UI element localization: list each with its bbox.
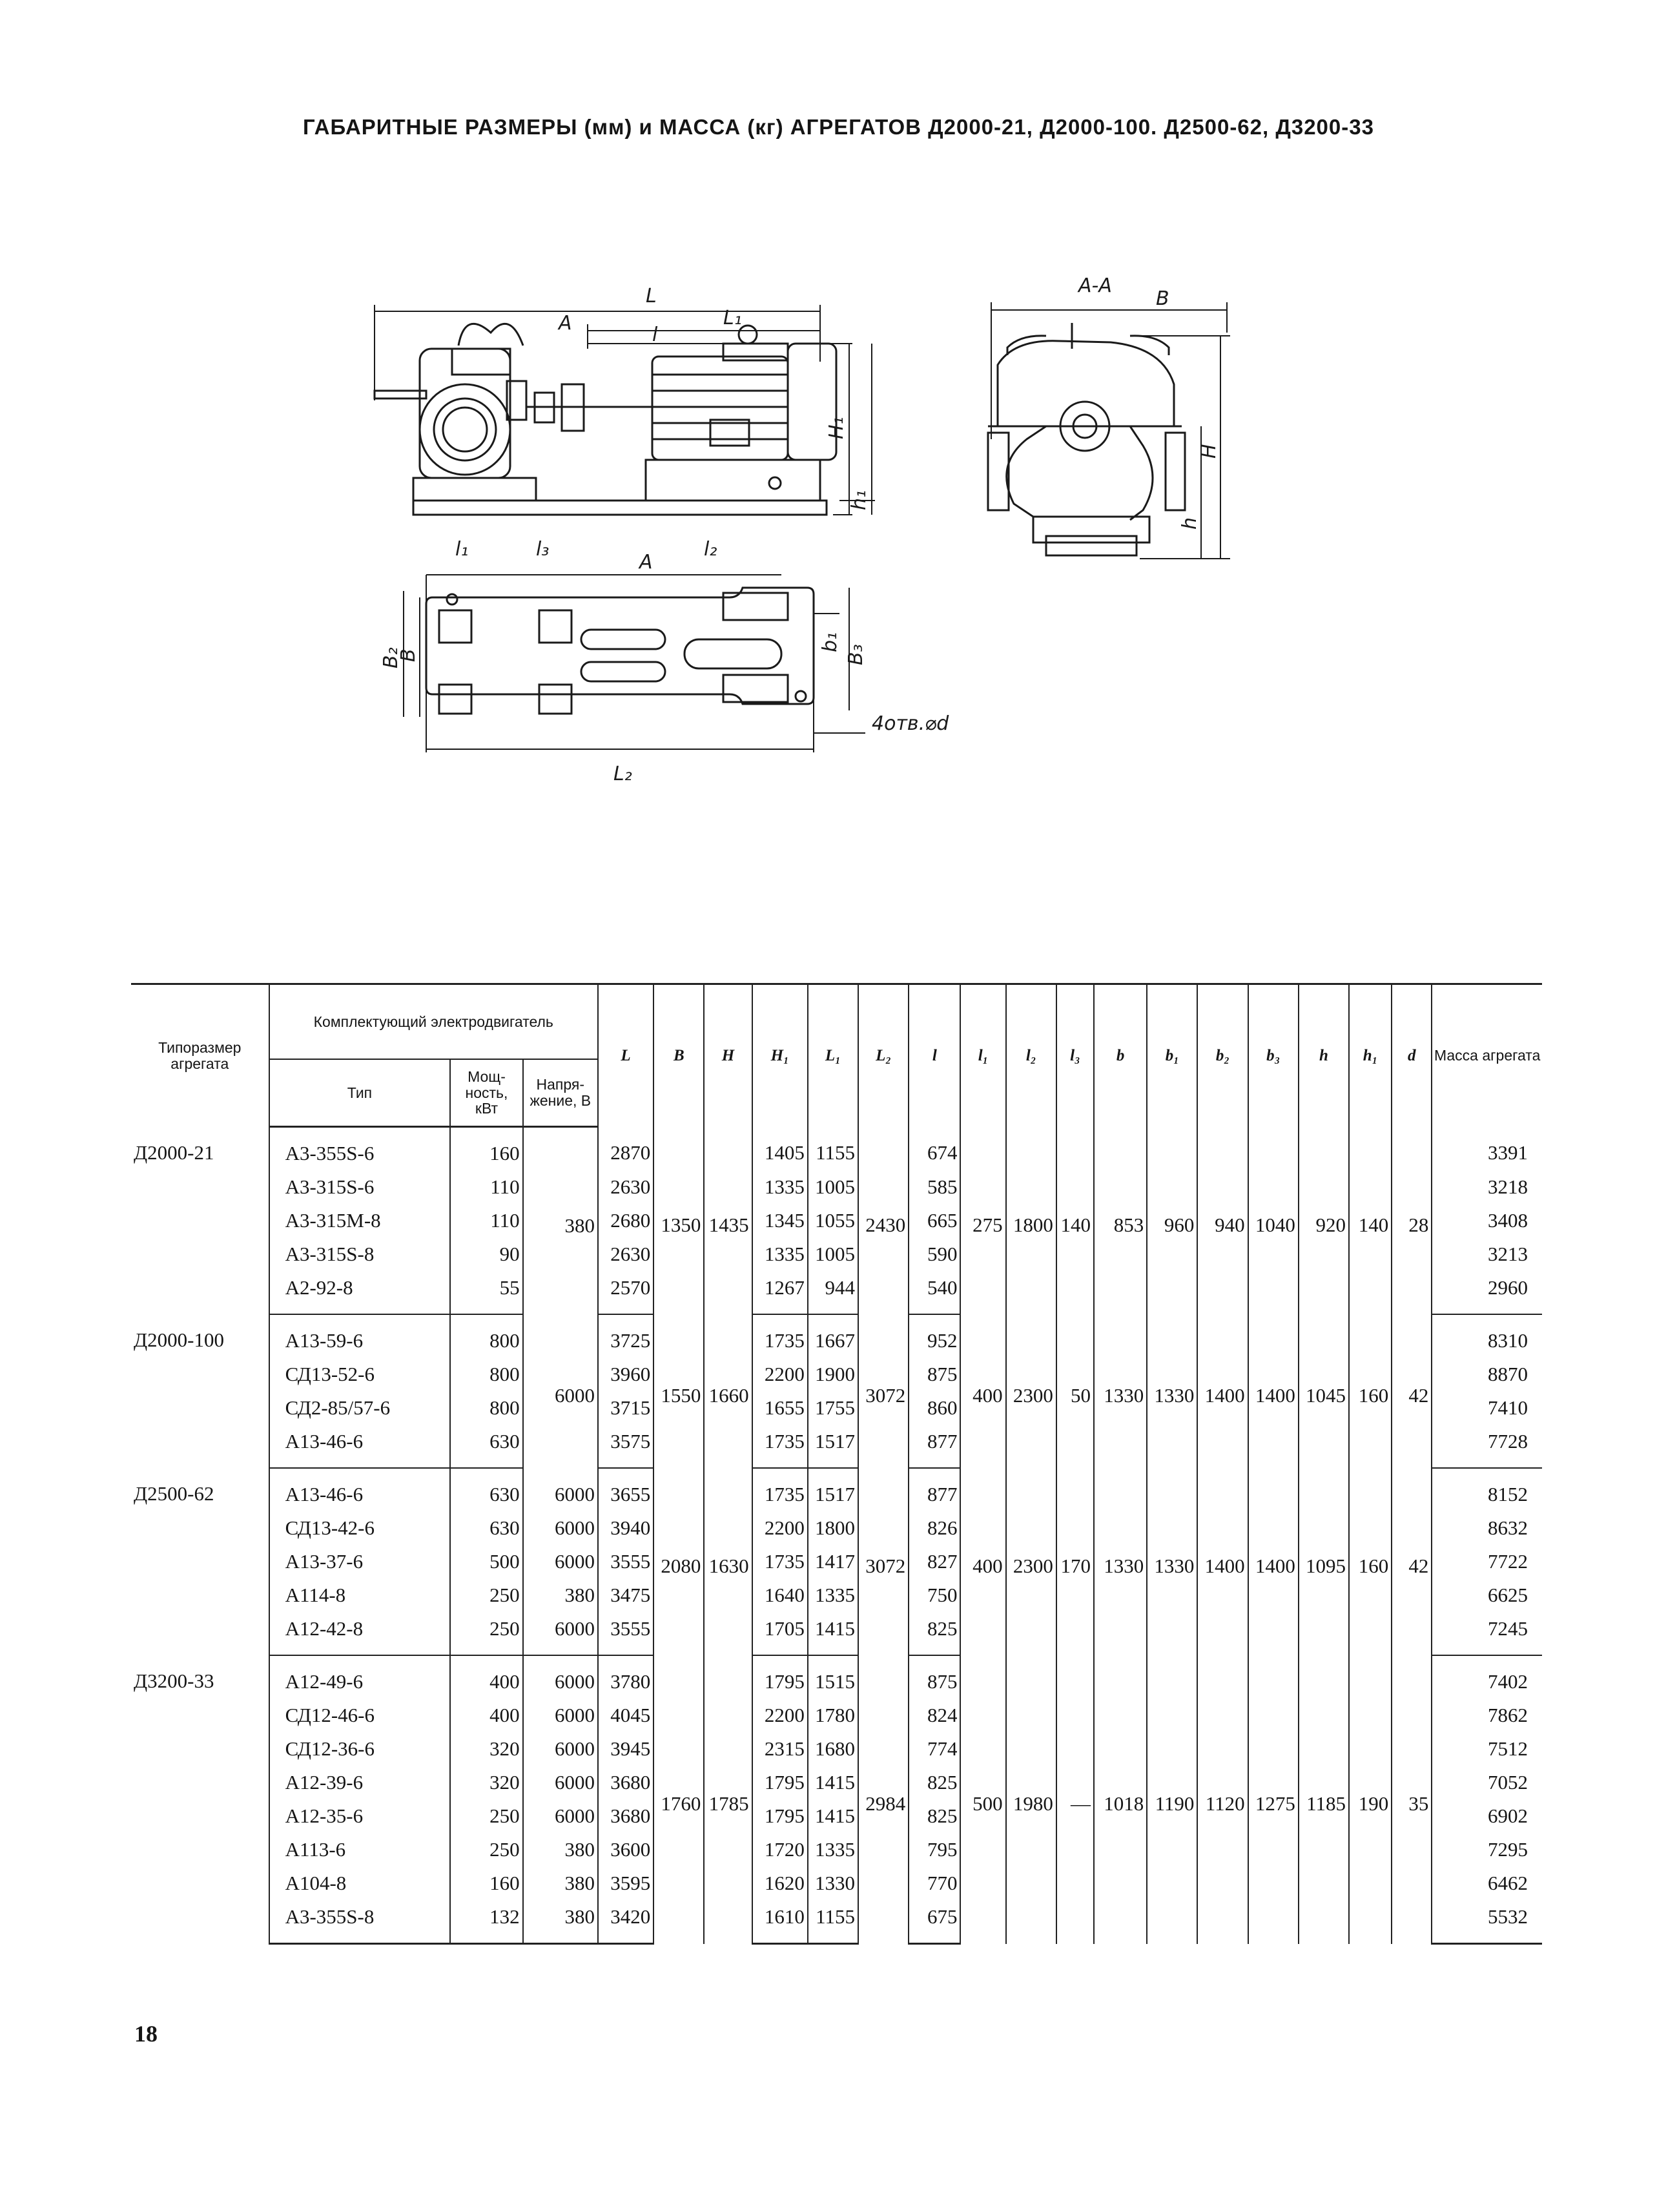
cell-power: 400	[450, 1699, 522, 1732]
cell-mass: 7295	[1432, 1833, 1542, 1866]
cell-b1: 960	[1147, 1127, 1197, 1315]
pump-front-view	[375, 324, 536, 501]
cell-mass: 3213	[1432, 1237, 1542, 1271]
cell-power: 800	[450, 1391, 522, 1425]
header-motor-type: Тип	[269, 1059, 451, 1127]
cell-power: 630	[450, 1468, 522, 1511]
cell-H: 1630	[704, 1468, 752, 1655]
cell-l: 825	[909, 1612, 960, 1655]
cell-l3: —	[1056, 1655, 1094, 1944]
cell-motor-type: А3-315S-6	[269, 1170, 451, 1204]
cell-L1: 1517	[808, 1468, 858, 1511]
cell-motor-type: А13-46-6	[269, 1425, 451, 1468]
cell-L: 2570	[598, 1271, 653, 1314]
cell-H1: 2200	[752, 1358, 808, 1391]
cell-B: 1550	[653, 1314, 704, 1468]
cell-H1: 1620	[752, 1866, 808, 1900]
cell-L1: 1900	[808, 1358, 858, 1391]
cell-l: 877	[909, 1425, 960, 1468]
cell-l: 665	[909, 1204, 960, 1237]
cell-mass: 8870	[1432, 1358, 1542, 1391]
cell-voltage: 380	[523, 1578, 598, 1612]
dim-label-l1: l₁	[455, 538, 469, 561]
cell-L1: 1667	[808, 1314, 858, 1358]
cell-H: 1435	[704, 1127, 752, 1315]
cell-h: 920	[1299, 1127, 1349, 1315]
cell-motor-type: А114-8	[269, 1578, 451, 1612]
cell-d: 35	[1392, 1655, 1432, 1944]
cell-l3: 170	[1056, 1468, 1094, 1655]
cell-voltage: 6000	[523, 1766, 598, 1799]
cell-type-size: Д2000-100	[134, 1328, 224, 1351]
cell-motor-type: А2-92-8	[269, 1271, 451, 1314]
cell-H1: 1735	[752, 1468, 808, 1511]
header-L: L	[598, 984, 653, 1127]
cell-power: 800	[450, 1314, 522, 1358]
cell-L1: 1335	[808, 1578, 858, 1612]
cell-type-size: Д2500-62	[134, 1482, 214, 1505]
cell-L: 3575	[598, 1425, 653, 1468]
cell-L: 3680	[598, 1799, 653, 1833]
cell-motor-type: СД13-52-6	[269, 1358, 451, 1391]
cell-l1: 500	[960, 1655, 1005, 1944]
cell-power: 400	[450, 1655, 522, 1699]
cell-mass: 8310	[1432, 1314, 1542, 1358]
cell-l2: 2300	[1006, 1468, 1056, 1655]
cell-power: 250	[450, 1799, 522, 1833]
cell-L2: 3072	[858, 1314, 909, 1468]
header-d: d	[1392, 984, 1432, 1127]
cell-l: 825	[909, 1799, 960, 1833]
cell-power: 132	[450, 1900, 522, 1944]
cell-H1: 2200	[752, 1511, 808, 1545]
dim-label-B: B	[397, 648, 420, 662]
cell-power: 110	[450, 1204, 522, 1237]
table-row	[131, 1314, 1542, 1358]
cell-voltage: 380	[523, 1900, 598, 1944]
table-body	[131, 1127, 1542, 1944]
cell-motor-type: А3-355S-8	[269, 1900, 451, 1944]
cell-motor-type: А12-49-6	[269, 1655, 451, 1699]
cell-h: 1095	[1299, 1468, 1349, 1655]
cell-L1: 1415	[808, 1766, 858, 1799]
cell-b1: 1190	[1147, 1655, 1197, 1944]
cell-motor-type: СД12-36-6	[269, 1732, 451, 1766]
cell-motor-type: СД13-42-6	[269, 1511, 451, 1545]
cell-L: 3780	[598, 1655, 653, 1699]
header-mass: Масса агрегата	[1432, 984, 1542, 1127]
cell-voltage: 6000	[523, 1468, 598, 1511]
dim-label-A-plan: A	[639, 551, 653, 574]
cell-L: 4045	[598, 1699, 653, 1732]
cell-l: 750	[909, 1578, 960, 1612]
cell-L1: 1515	[808, 1655, 858, 1699]
cell-type-size: Д3200-33	[134, 1669, 214, 1692]
cell-power: 250	[450, 1578, 522, 1612]
cell-b: 853	[1094, 1127, 1147, 1315]
cell-power: 800	[450, 1358, 522, 1391]
header-power: Мощ-ность, кВт	[450, 1059, 522, 1127]
header-H1: H₁	[752, 984, 808, 1127]
cell-H1: 1735	[752, 1314, 808, 1358]
cell-power: 250	[450, 1833, 522, 1866]
header-h: h	[1299, 984, 1349, 1127]
table-row	[131, 1468, 1542, 1511]
cell-b3: 1400	[1248, 1314, 1299, 1468]
page-title: ГАБАРИТНЫЕ РАЗМЕРЫ (мм) и МАССА (кг) АГРЕГАТОВ Д2000-21, Д2000-100. Д2500-62, Д3200-33	[303, 115, 1374, 139]
cell-h1: 190	[1349, 1655, 1392, 1944]
cell-L: 3680	[598, 1766, 653, 1799]
cell-mass: 7052	[1432, 1766, 1542, 1799]
cell-l: 952	[909, 1314, 960, 1358]
cell-voltage: 6000	[523, 1314, 598, 1468]
cell-power: 160	[450, 1866, 522, 1900]
cell-power: 110	[450, 1170, 522, 1204]
dimensions-table	[131, 983, 1542, 1945]
coupling	[526, 384, 652, 431]
cell-H1: 1335	[752, 1170, 808, 1204]
cell-motor-type: СД12-46-6	[269, 1699, 451, 1732]
cell-L1: 1005	[808, 1237, 858, 1271]
cell-l: 827	[909, 1545, 960, 1578]
cell-l2: 2300	[1006, 1314, 1056, 1468]
header-H: H	[704, 984, 752, 1127]
motor-front-view	[652, 326, 836, 460]
cell-power: 90	[450, 1237, 522, 1271]
cell-h1: 160	[1349, 1314, 1392, 1468]
cell-L: 3595	[598, 1866, 653, 1900]
dim-label-H1: H₁	[825, 417, 848, 439]
cell-L: 3420	[598, 1900, 653, 1944]
page-number: 18	[134, 2021, 158, 2047]
cell-power: 55	[450, 1271, 522, 1314]
cell-H1: 2315	[752, 1732, 808, 1766]
cell-l1: 275	[960, 1127, 1005, 1315]
header-b1: b₁	[1147, 984, 1197, 1127]
cell-b2: 940	[1197, 1127, 1248, 1315]
cell-L1: 1415	[808, 1799, 858, 1833]
cell-motor-type: А3-315М-8	[269, 1204, 451, 1237]
cell-motor-type: А13-46-6	[269, 1468, 451, 1511]
cell-voltage: 380	[523, 1866, 598, 1900]
table-row	[131, 1655, 1542, 1699]
cell-L1: 1755	[808, 1391, 858, 1425]
cell-mass: 3218	[1432, 1170, 1542, 1204]
header-l2: l₂	[1006, 984, 1056, 1127]
cell-L1: 1800	[808, 1511, 858, 1545]
dim-label-L: L	[646, 285, 657, 307]
cell-l: 540	[909, 1271, 960, 1314]
cell-motor-type: А13-59-6	[269, 1314, 451, 1358]
header-b: b	[1094, 984, 1147, 1127]
cell-L: 3475	[598, 1578, 653, 1612]
cell-L: 2870	[598, 1127, 653, 1171]
cell-l: 675	[909, 1900, 960, 1944]
cell-L2: 3072	[858, 1468, 909, 1655]
header-motor-group: Комплектующий электродвигатель	[269, 984, 598, 1060]
cell-L: 3945	[598, 1732, 653, 1766]
cell-mass: 7728	[1432, 1425, 1542, 1468]
cell-L1: 1335	[808, 1833, 858, 1866]
header-voltage: Напря-жение, В	[523, 1059, 598, 1127]
cell-power: 630	[450, 1511, 522, 1545]
cell-mass: 8152	[1432, 1468, 1542, 1511]
cell-b3: 1040	[1248, 1127, 1299, 1315]
cell-b3: 1275	[1248, 1655, 1299, 1944]
cell-L: 3655	[598, 1468, 653, 1511]
cell-H1: 1405	[752, 1127, 808, 1171]
cell-b2: 1400	[1197, 1314, 1248, 1468]
cell-b2: 1120	[1197, 1655, 1248, 1944]
cell-B: 1350	[653, 1127, 704, 1315]
cell-L1: 1055	[808, 1204, 858, 1237]
cell-h1: 160	[1349, 1468, 1392, 1655]
cell-H1: 1795	[752, 1799, 808, 1833]
cell-L1: 1005	[808, 1170, 858, 1204]
cell-h: 1045	[1299, 1314, 1349, 1468]
cell-l: 585	[909, 1170, 960, 1204]
cell-l1: 400	[960, 1468, 1005, 1655]
cell-motor-type: А12-42-8	[269, 1612, 451, 1655]
cell-motor-type: А12-39-6	[269, 1766, 451, 1799]
dim-label-l2: l₂	[704, 538, 717, 561]
cell-l2: 1980	[1006, 1655, 1056, 1944]
cell-l: 824	[909, 1699, 960, 1732]
cell-h: 1185	[1299, 1655, 1349, 1944]
cell-b3: 1400	[1248, 1468, 1299, 1655]
cell-voltage: 6000	[523, 1655, 598, 1699]
header-L1: L₁	[808, 984, 858, 1127]
cell-l: 590	[909, 1237, 960, 1271]
dim-label-L1: L₁	[723, 307, 742, 329]
cell-mass: 7245	[1432, 1612, 1542, 1655]
cell-mass: 7722	[1432, 1545, 1542, 1578]
cell-l: 875	[909, 1358, 960, 1391]
cell-motor-type: А13-37-6	[269, 1545, 451, 1578]
dim-label-L2: L₂	[613, 763, 632, 785]
header-l1: l₁	[960, 984, 1005, 1127]
cell-motor-type: А113-6	[269, 1833, 451, 1866]
cell-b1: 1330	[1147, 1468, 1197, 1655]
cell-L: 3600	[598, 1833, 653, 1866]
cell-b1: 1330	[1147, 1314, 1197, 1468]
header-L2: L₂	[858, 984, 909, 1127]
cell-power: 500	[450, 1545, 522, 1578]
header-h1: h₁	[1349, 984, 1392, 1127]
cell-voltage: 380	[523, 1833, 598, 1866]
cell-motor-type: А104-8	[269, 1866, 451, 1900]
pump-side-view	[988, 323, 1185, 555]
cell-B: 2080	[653, 1468, 704, 1655]
cell-motor-type: А3-355S-6	[269, 1127, 451, 1171]
cell-voltage: 6000	[523, 1732, 598, 1766]
cell-H: 1785	[704, 1655, 752, 1944]
cell-H1: 1335	[752, 1237, 808, 1271]
cell-H1: 2200	[752, 1699, 808, 1732]
cell-mass: 6902	[1432, 1799, 1542, 1833]
cell-L1: 944	[808, 1271, 858, 1314]
holes-label: 4отв.⌀d	[872, 712, 949, 735]
section-label-AA: A-A	[1078, 274, 1112, 297]
cell-H1: 1267	[752, 1271, 808, 1314]
cell-l: 774	[909, 1732, 960, 1766]
cell-H1: 1640	[752, 1578, 808, 1612]
cell-voltage: 6000	[523, 1545, 598, 1578]
cell-L1: 1155	[808, 1127, 858, 1171]
cell-L: 3555	[598, 1545, 653, 1578]
cell-voltage: 6000	[523, 1799, 598, 1833]
cell-B: 1760	[653, 1655, 704, 1944]
header-B: B	[653, 984, 704, 1127]
cell-d: 28	[1392, 1127, 1432, 1315]
dim-label-l: l	[652, 324, 658, 346]
cell-l: 770	[909, 1866, 960, 1900]
cell-L: 3940	[598, 1511, 653, 1545]
cell-L1: 1517	[808, 1425, 858, 1468]
cell-L2: 2984	[858, 1655, 909, 1944]
cell-L1: 1155	[808, 1900, 858, 1944]
cell-mass: 7862	[1432, 1699, 1542, 1732]
cell-H1: 1735	[752, 1545, 808, 1578]
dim-label-l3: l₃	[536, 538, 550, 561]
header-l3: l₃	[1056, 984, 1094, 1127]
cell-mass: 7512	[1432, 1732, 1542, 1766]
cell-H1: 1610	[752, 1900, 808, 1944]
dim-label-H: H	[1198, 444, 1220, 459]
cell-d: 42	[1392, 1314, 1432, 1468]
dim-label-B2: B₂	[380, 647, 402, 668]
cell-l: 825	[909, 1766, 960, 1799]
cell-b: 1018	[1094, 1655, 1147, 1944]
header-l: l	[909, 984, 960, 1127]
cell-L2: 2430	[858, 1127, 909, 1315]
cell-mass: 8632	[1432, 1511, 1542, 1545]
cell-mass: 2960	[1432, 1271, 1542, 1314]
cell-b: 1330	[1094, 1468, 1147, 1655]
cell-l: 875	[909, 1655, 960, 1699]
cell-mass: 7402	[1432, 1655, 1542, 1699]
cell-l: 826	[909, 1511, 960, 1545]
cell-mass: 6625	[1432, 1578, 1542, 1612]
cell-power: 250	[450, 1612, 522, 1655]
cell-L1: 1780	[808, 1699, 858, 1732]
cell-H1: 1655	[752, 1391, 808, 1425]
cell-L: 2630	[598, 1170, 653, 1204]
cell-mass: 7410	[1432, 1391, 1542, 1425]
cell-H1: 1795	[752, 1655, 808, 1699]
dim-label-b1: b₁	[819, 632, 841, 652]
cell-H: 1660	[704, 1314, 752, 1468]
cell-H1: 1345	[752, 1204, 808, 1237]
pump-unit-drawing	[362, 271, 1330, 840]
cell-b2: 1400	[1197, 1468, 1248, 1655]
cell-L1: 1415	[808, 1612, 858, 1655]
cell-l3: 140	[1056, 1127, 1094, 1315]
cell-L: 3960	[598, 1358, 653, 1391]
cell-l3: 50	[1056, 1314, 1094, 1468]
cell-H1: 1735	[752, 1425, 808, 1468]
cell-L: 2680	[598, 1204, 653, 1237]
cell-l: 795	[909, 1833, 960, 1866]
cell-mass: 5532	[1432, 1900, 1542, 1944]
cell-H1: 1705	[752, 1612, 808, 1655]
cell-L: 3555	[598, 1612, 653, 1655]
cell-voltage: 6000	[523, 1699, 598, 1732]
cell-d: 42	[1392, 1468, 1432, 1655]
cell-l2: 1800	[1006, 1127, 1056, 1315]
cell-L: 2630	[598, 1237, 653, 1271]
dim-label-h: h	[1178, 517, 1201, 530]
technical-drawing	[362, 271, 1330, 840]
motor-base	[413, 460, 827, 515]
cell-H1: 1720	[752, 1833, 808, 1866]
cell-mass: 6462	[1432, 1866, 1542, 1900]
cell-mass: 3391	[1432, 1127, 1542, 1171]
cell-L: 3725	[598, 1314, 653, 1358]
cell-power: 160	[450, 1127, 522, 1171]
cell-l1: 400	[960, 1314, 1005, 1468]
cell-power: 320	[450, 1732, 522, 1766]
cell-L1: 1680	[808, 1732, 858, 1766]
dim-label-h1: h₁	[848, 490, 870, 510]
cell-motor-type: А3-315S-8	[269, 1237, 451, 1271]
base-plan-view	[426, 588, 814, 714]
cell-power: 320	[450, 1766, 522, 1799]
cell-voltage: 6000	[523, 1511, 598, 1545]
cell-l: 877	[909, 1468, 960, 1511]
cell-l: 860	[909, 1391, 960, 1425]
cell-type-size: Д2000-21	[134, 1141, 214, 1164]
cell-b: 1330	[1094, 1314, 1147, 1468]
header-type-size: Типоразмер агрегата	[131, 984, 269, 1127]
cell-H1: 1795	[752, 1766, 808, 1799]
cell-power: 630	[450, 1425, 522, 1468]
cell-voltage: 6000	[523, 1612, 598, 1655]
cell-L1: 1330	[808, 1866, 858, 1900]
cell-voltage: 380	[523, 1127, 598, 1315]
front-dimensions	[375, 305, 875, 515]
dim-label-B3: B₃	[845, 644, 867, 665]
cell-mass: 3408	[1432, 1204, 1542, 1237]
plan-dimensions	[404, 575, 865, 752]
header-b2: b₂	[1197, 984, 1248, 1127]
header-b3: b₃	[1248, 984, 1299, 1127]
table-row	[131, 1127, 1542, 1171]
cell-l: 674	[909, 1127, 960, 1171]
cell-L: 3715	[598, 1391, 653, 1425]
dim-label-A: A	[559, 312, 572, 335]
cell-L1: 1417	[808, 1545, 858, 1578]
cell-motor-type: А12-35-6	[269, 1799, 451, 1833]
cell-h1: 140	[1349, 1127, 1392, 1315]
dim-label-B-side: B	[1156, 287, 1169, 310]
cell-motor-type: СД2-85/57-6	[269, 1391, 451, 1425]
